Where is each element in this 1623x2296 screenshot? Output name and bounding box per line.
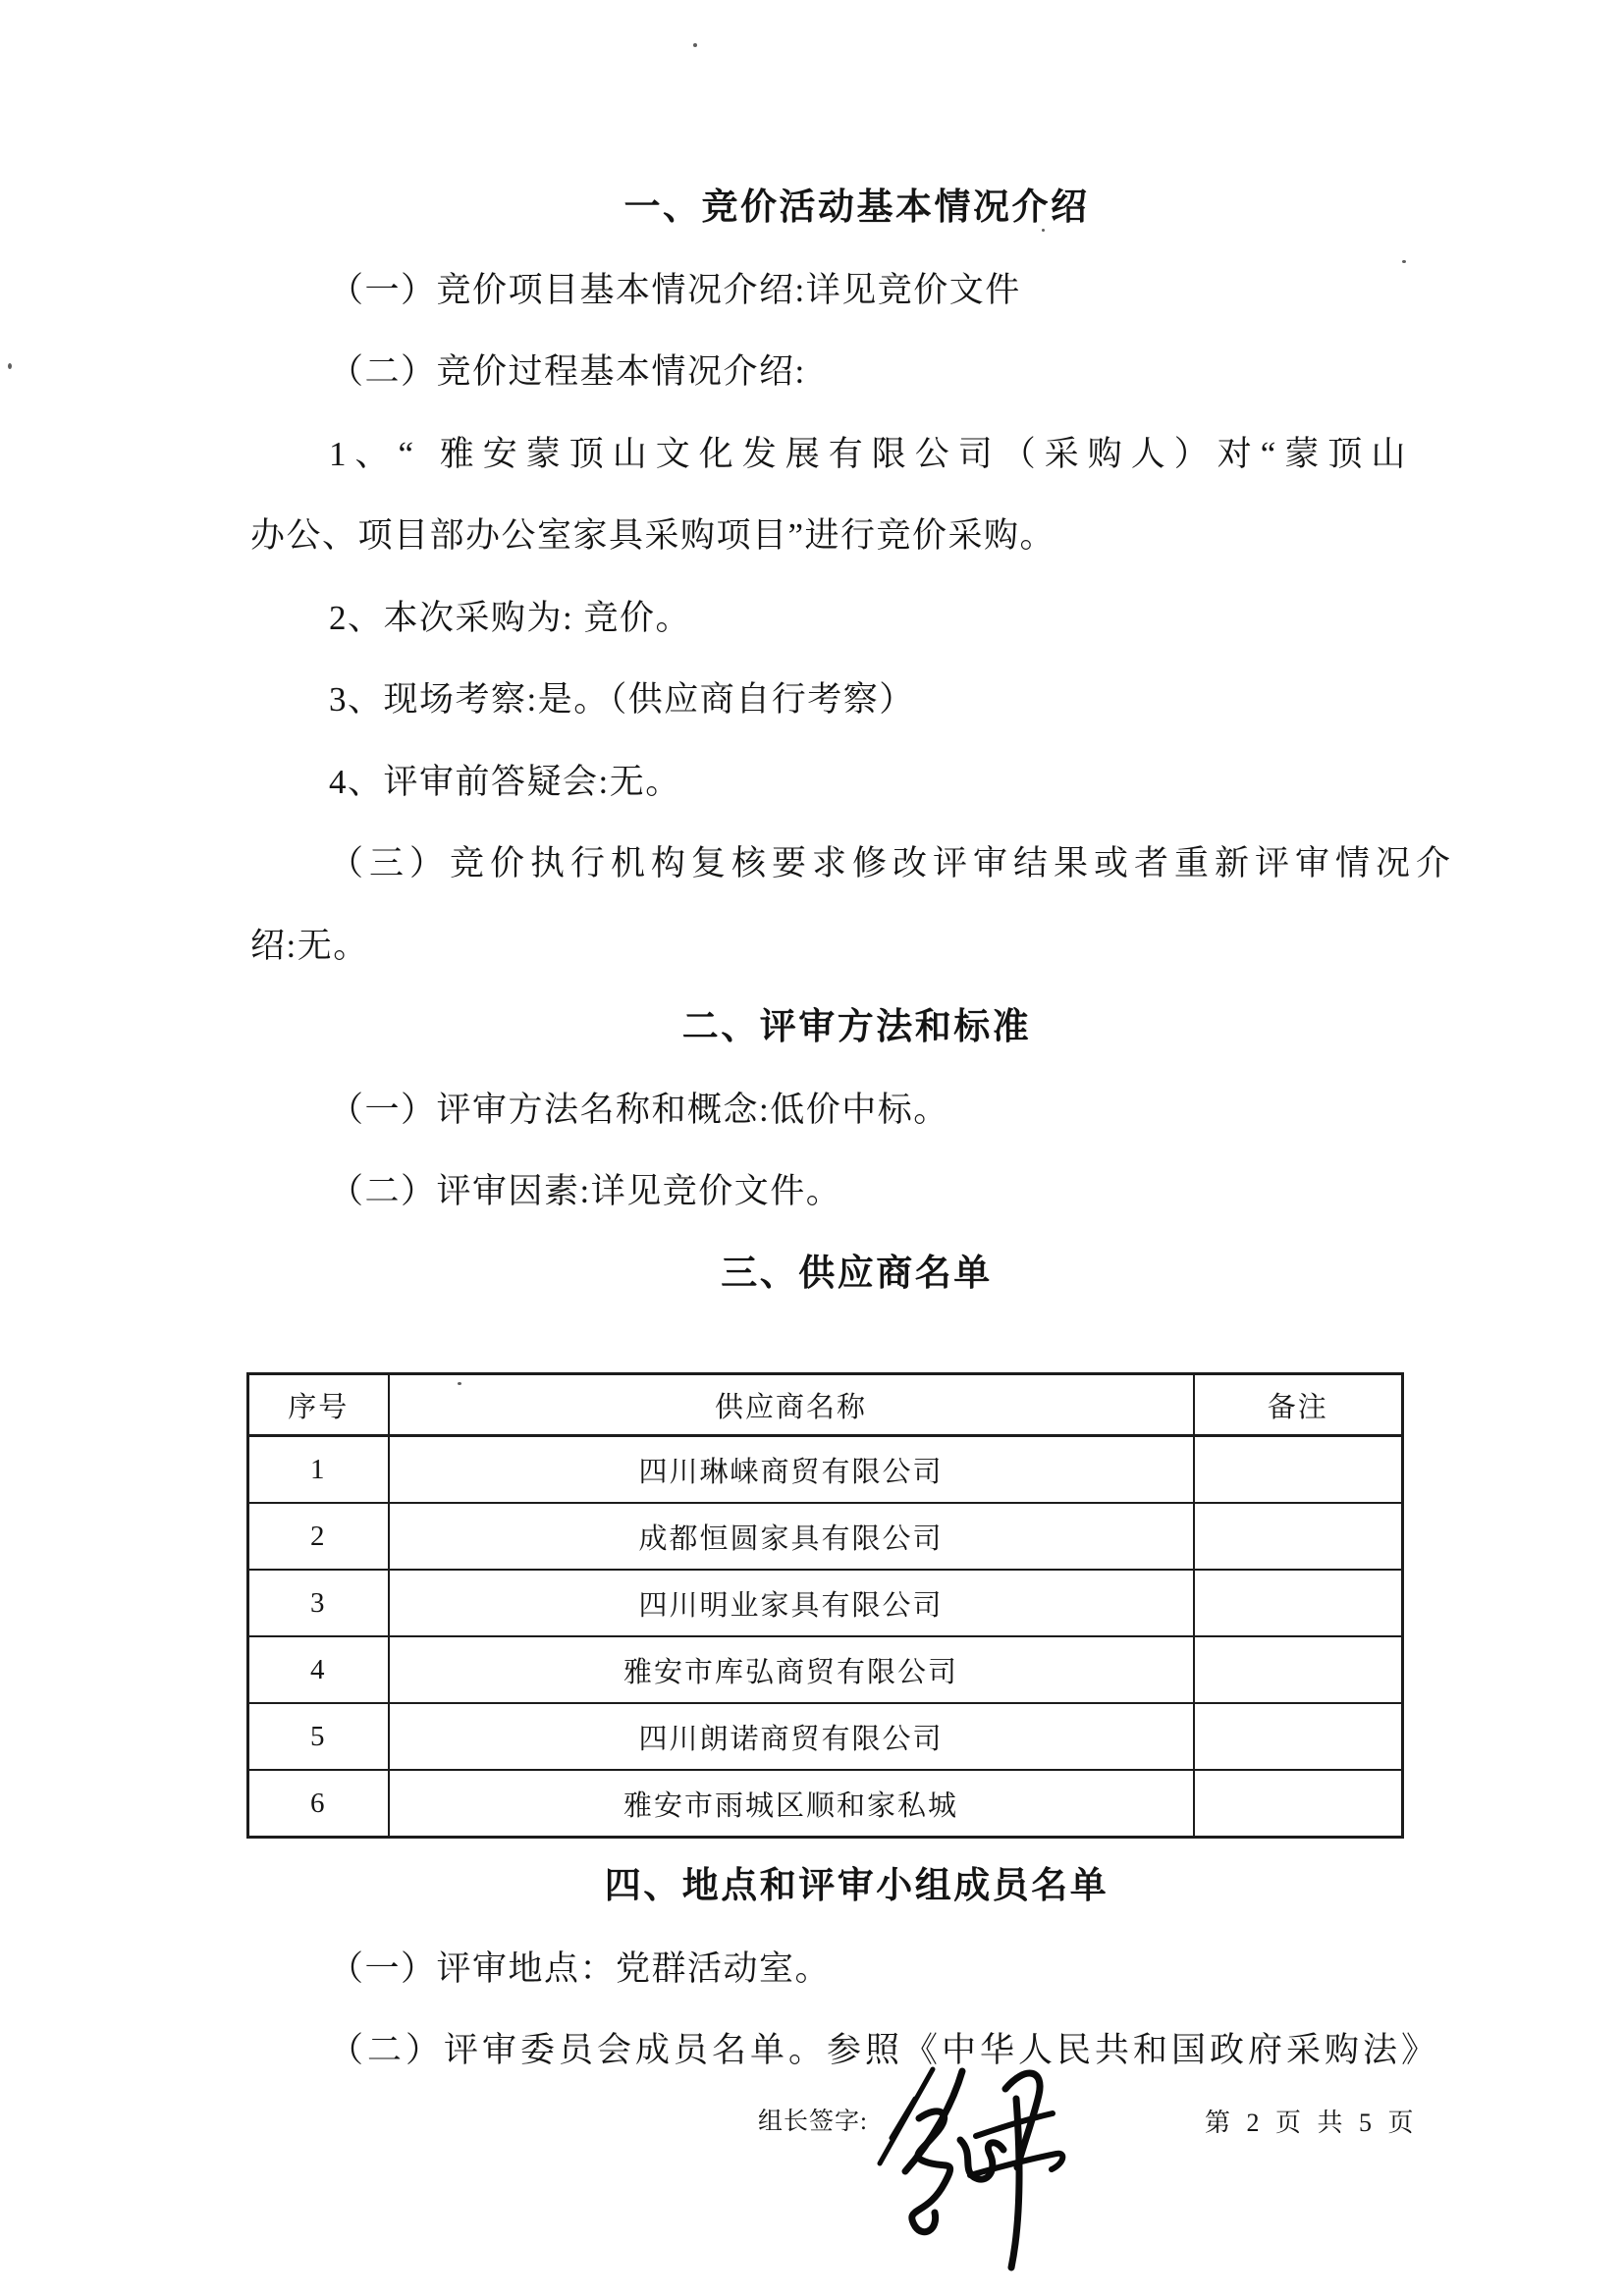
section-3-title: 三、供应商名单 xyxy=(721,1253,993,1294)
para-4-1: （一）评审地点：党群活动室。 xyxy=(329,1949,832,1988)
para-2-2: （二）评审因素:详见竞价文件。 xyxy=(329,1172,842,1210)
row-index: 4 xyxy=(248,1636,389,1703)
scan-artifact-dot xyxy=(1042,229,1045,232)
scan-artifact-dot xyxy=(8,363,12,369)
para-item-2: 2、本次采购为: 竞价。 xyxy=(329,598,691,637)
page-number-indicator: 第 2 页 共 5 页 xyxy=(1205,2109,1416,2137)
supplier-name: 四川明业家具有限公司 xyxy=(389,1570,1194,1636)
row-index: 1 xyxy=(248,1436,389,1504)
table-row xyxy=(248,1703,1403,1770)
table-row xyxy=(248,1436,1403,1504)
para-1-3-line-2: 绍:无。 xyxy=(250,926,369,965)
table-row xyxy=(248,1636,1403,1703)
section-2-title: 二、评审方法和标准 xyxy=(681,1007,1032,1047)
remark-cell xyxy=(1194,1503,1403,1570)
col-header-index: 序号 xyxy=(248,1374,389,1436)
para-1-2: （二）竞价过程基本情况介绍: xyxy=(329,352,806,391)
supplier-table xyxy=(246,1372,1404,1839)
section-1-title: 一、竞价活动基本情况介绍 xyxy=(623,187,1090,228)
row-index: 6 xyxy=(248,1770,389,1838)
para-item-1-line-2: 办公、项目部办公室家具采购项目”进行竞价采购。 xyxy=(250,516,1056,555)
section-4-title: 四、地点和评审小组成员名单 xyxy=(604,1866,1109,1906)
para-item-1-line-1: 1、“ 雅安蒙顶山文化发展有限公司（采购人）对“蒙顶山 xyxy=(329,434,1415,473)
scan-artifact-dot xyxy=(458,1382,461,1385)
supplier-name: 四川琳崃商贸有限公司 xyxy=(389,1436,1194,1504)
remark-cell xyxy=(1194,1570,1403,1636)
para-2-1: （一）评审方法名称和概念:低价中标。 xyxy=(329,1090,949,1129)
para-1-1: （一）竞价项目基本情况介绍:详见竞价文件 xyxy=(329,270,1021,309)
supplier-name: 雅安市雨城区顺和家私城 xyxy=(389,1770,1194,1838)
row-index: 2 xyxy=(248,1503,389,1570)
scan-artifact-dot xyxy=(693,43,697,47)
table-row xyxy=(248,1770,1403,1838)
table-row xyxy=(248,1570,1403,1636)
para-1-3-line-1: （三）竞价执行机构复核要求修改评审结果或者重新评审情况介 xyxy=(329,844,1457,882)
remark-cell xyxy=(1194,1436,1403,1504)
table-header-row xyxy=(248,1374,1403,1436)
para-4-2: （二）评审委员会成员名单。参照《中华人民共和国政府采购法》 xyxy=(329,2031,1440,2069)
para-item-4: 4、评审前答疑会:无。 xyxy=(329,762,681,801)
leader-signature-label: 组长签字: xyxy=(758,2109,868,2135)
remark-cell xyxy=(1194,1703,1403,1770)
row-index: 5 xyxy=(248,1703,389,1770)
row-index: 3 xyxy=(248,1570,389,1636)
col-header-supplier-name: 供应商名称 xyxy=(389,1374,1194,1436)
remark-cell xyxy=(1194,1636,1403,1703)
col-header-remark: 备注 xyxy=(1194,1374,1403,1436)
remark-cell xyxy=(1194,1770,1403,1838)
document-body xyxy=(250,167,1463,2092)
scan-artifact-dot xyxy=(1402,260,1406,263)
leader-signature-handwriting xyxy=(862,2057,1073,2288)
table-row xyxy=(248,1503,1403,1570)
supplier-name: 雅安市库弘商贸有限公司 xyxy=(389,1636,1194,1703)
supplier-name: 成都恒圆家具有限公司 xyxy=(389,1503,1194,1570)
para-item-3: 3、现场考察:是。（供应商自行考察） xyxy=(329,680,915,719)
supplier-name: 四川朗诺商贸有限公司 xyxy=(389,1703,1194,1770)
